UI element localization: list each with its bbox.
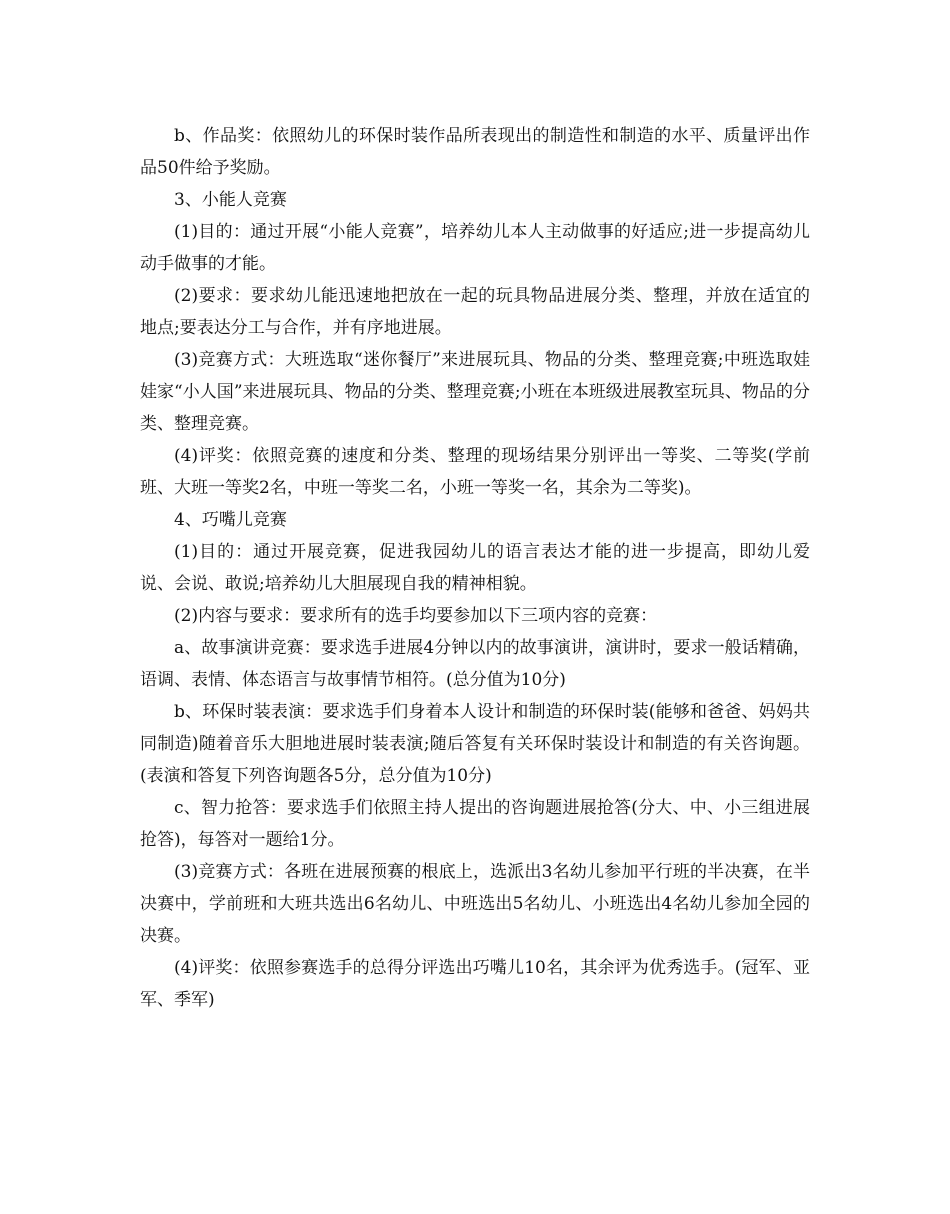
paragraph-clever-awards: (4)评奖：依照参赛选手的总得分评选出巧嘴儿10名，其余评为优秀选手。(冠军、亚军、季军): [140, 958, 810, 1010]
paragraph-capable-purpose: (1)目的：通过开展“小能人竞赛”，培养幼儿本人主动做事的好适应;进一步提高幼儿动手做事的才能。: [140, 222, 810, 274]
paragraph-capable-requirements: (2)要求：要求幼儿能迅速地把放在一起的玩具物品进展分类、整理，并放在适宜的地点;要表达分工与合作，并有序地进展。: [140, 286, 810, 338]
paragraph-clever-purpose: (1)目的：通过开展竞赛，促进我园幼儿的语言表达才能的进一步提高，即幼儿爱说、会说、敢说;培养幼儿大胆展现自我的精神相貌。: [140, 542, 810, 594]
document-body: [140, 120, 810, 1016]
paragraph-capable-awards: (4)评奖：依照竞赛的速度和分类、整理的现场结果分别评出一等奖、二等奖(学前班、大班一等奖2名，中班一等奖二名，小班一等奖一名，其余为二等奖)。: [140, 446, 810, 498]
heading-little-capable-competition: 3、小能人竞赛: [174, 190, 287, 210]
heading-clever-mouth-competition: 4、巧嘴儿竞赛: [174, 510, 287, 530]
paragraph-fashion-show: b、环保时装表演：要求选手们身着本人设计和制造的环保时装(能够和爸爸、妈妈共同制造)随着音乐大胆地进展时装表演;随后答复有关环保时装设计和制造的有关咨询题。(表演和答复下列咨询题各5分，总分值为10分): [140, 702, 810, 786]
paragraph-quiz: c、智力抢答：要求选手们依照主持人提出的咨询题进展抢答(分大、中、小三组进展抢答)，每答对一题给1分。: [140, 798, 810, 850]
paragraph-clever-format: (3)竞赛方式：各班在进展预赛的根底上，选派出3名幼儿参加平行班的半决赛，在半决赛中，学前班和大班共选出6名幼儿、中班选出5名幼儿、小班选出4名幼儿参加全园的决赛。: [140, 862, 810, 946]
paragraph-capable-format: (3)竞赛方式：大班选取“迷你餐厅”来进展玩具、物品的分类、整理竞赛;中班选取娃娃家“小人国”来进展玩具、物品的分类、整理竞赛;小班在本班级进展教室玩具、物品的分类、整理竞赛。: [140, 350, 810, 434]
paragraph-story-speech: a、故事演讲竞赛：要求选手进展4分钟以内的故事演讲，演讲时，要求一般话精确，语调、表情、体态语言与故事情节相符。(总分值为10分): [140, 638, 810, 690]
paragraph-clever-content: (2)内容与要求：要求所有的选手均要参加以下三项内容的竞赛：: [174, 606, 658, 626]
paragraph-works-award: b、作品奖：依照幼儿的环保时装作品所表现出的制造性和制造的水平、质量评出作品50件给予奖励。: [140, 126, 810, 178]
